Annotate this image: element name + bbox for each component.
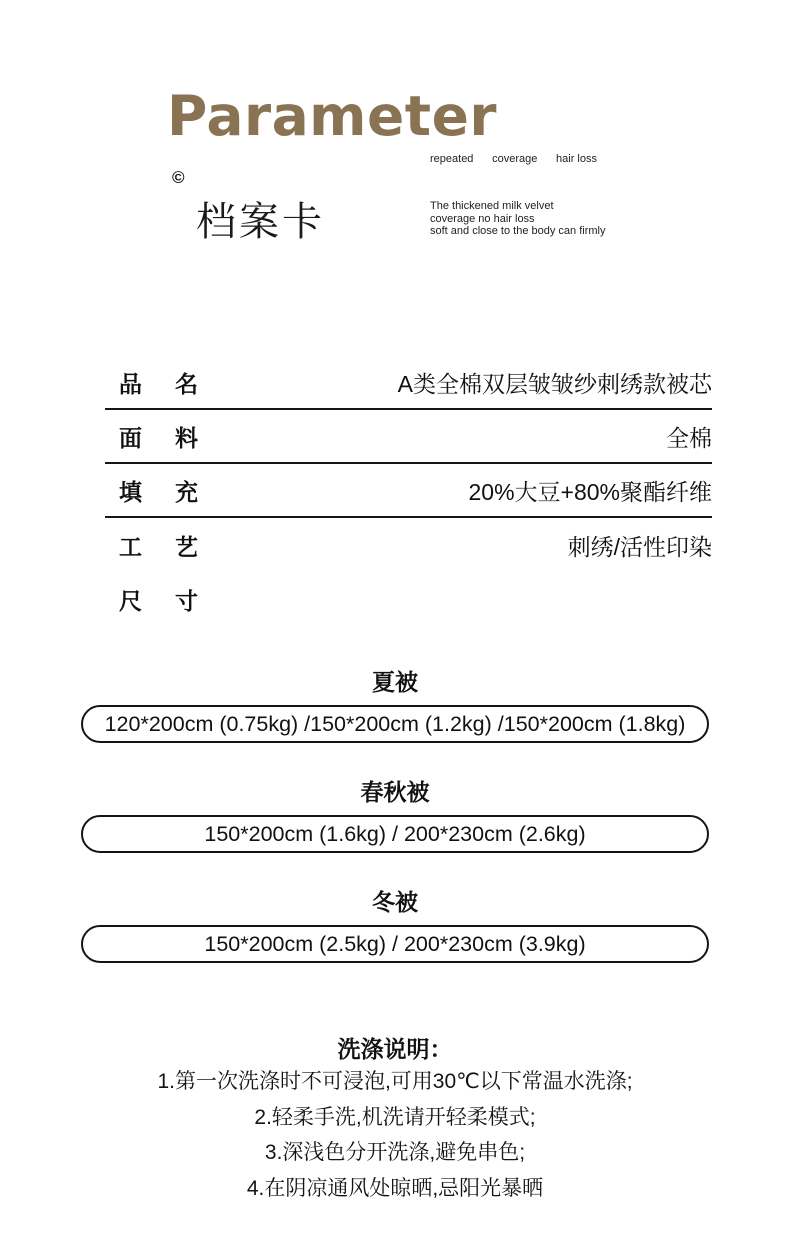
row-label: 填 充	[119, 478, 198, 505]
description-line: soft and close to the body can firmly	[430, 225, 606, 237]
row-value: 刺绣/活性印染	[567, 533, 712, 560]
row-value: 20%大豆+80%聚酯纤维	[468, 478, 712, 505]
tag-repeated: repeated	[430, 153, 474, 165]
washing-item: 4.在阴凉通风处晾晒,忌阳光暴晒	[246, 1176, 544, 1200]
washing-item: 3.深浅色分开洗涤,避免串色;	[264, 1141, 526, 1164]
summer-quilt-sizes: 120*200cm (0.75kg) /150*200cm (1.2kg) /150*200cm (1.8kg)	[81, 705, 709, 743]
description-line: The thickened milk velvet	[430, 200, 554, 212]
row-label: 品 名	[119, 370, 198, 397]
row-value: A类全棉双层皱皱纱刺绣款被芯	[397, 370, 712, 397]
washing-title: 洗涤说明：	[337, 1036, 453, 1062]
row-value: 全棉	[666, 424, 712, 451]
table-row-fabric	[105, 410, 712, 464]
row-label: 面 料	[119, 424, 198, 451]
tag-hair-loss: hair loss	[556, 153, 597, 165]
copyright-icon: ©	[172, 168, 185, 187]
row-label: 工 艺	[119, 533, 198, 560]
winter-quilt-sizes: 150*200cm (2.5kg) / 200*230cm (3.9kg)	[81, 925, 709, 963]
spring-autumn-quilt-sizes: 150*200cm (1.6kg) / 200*230cm (2.6kg)	[81, 815, 709, 853]
subtitle-archive-card: 档案卡	[196, 200, 325, 244]
table-row-filling	[105, 464, 712, 518]
feature-tags	[430, 153, 597, 165]
washing-item: 1.第一次洗涤时不可浸泡,可用30℃以下常温水洗涤;	[157, 1070, 633, 1093]
spring-autumn-quilt-heading: 春秋被	[360, 779, 430, 805]
washing-item: 2.轻柔手洗,机洗请开轻柔模式;	[254, 1105, 536, 1129]
row-label: 尺 寸	[119, 587, 198, 614]
size-sections	[0, 648, 790, 963]
spec-table	[105, 356, 712, 626]
table-row-craft	[105, 518, 712, 572]
washing-instructions	[0, 1034, 790, 1206]
tag-coverage: coverage	[492, 153, 538, 165]
summer-quilt-heading: 夏被	[372, 669, 418, 695]
feature-description	[430, 200, 605, 238]
table-row-product-name	[105, 356, 712, 410]
description-line: coverage no hair loss	[430, 212, 535, 225]
page-title: Parameter	[167, 84, 498, 148]
winter-quilt-heading: 冬被	[372, 889, 418, 915]
table-row-size	[105, 572, 712, 626]
